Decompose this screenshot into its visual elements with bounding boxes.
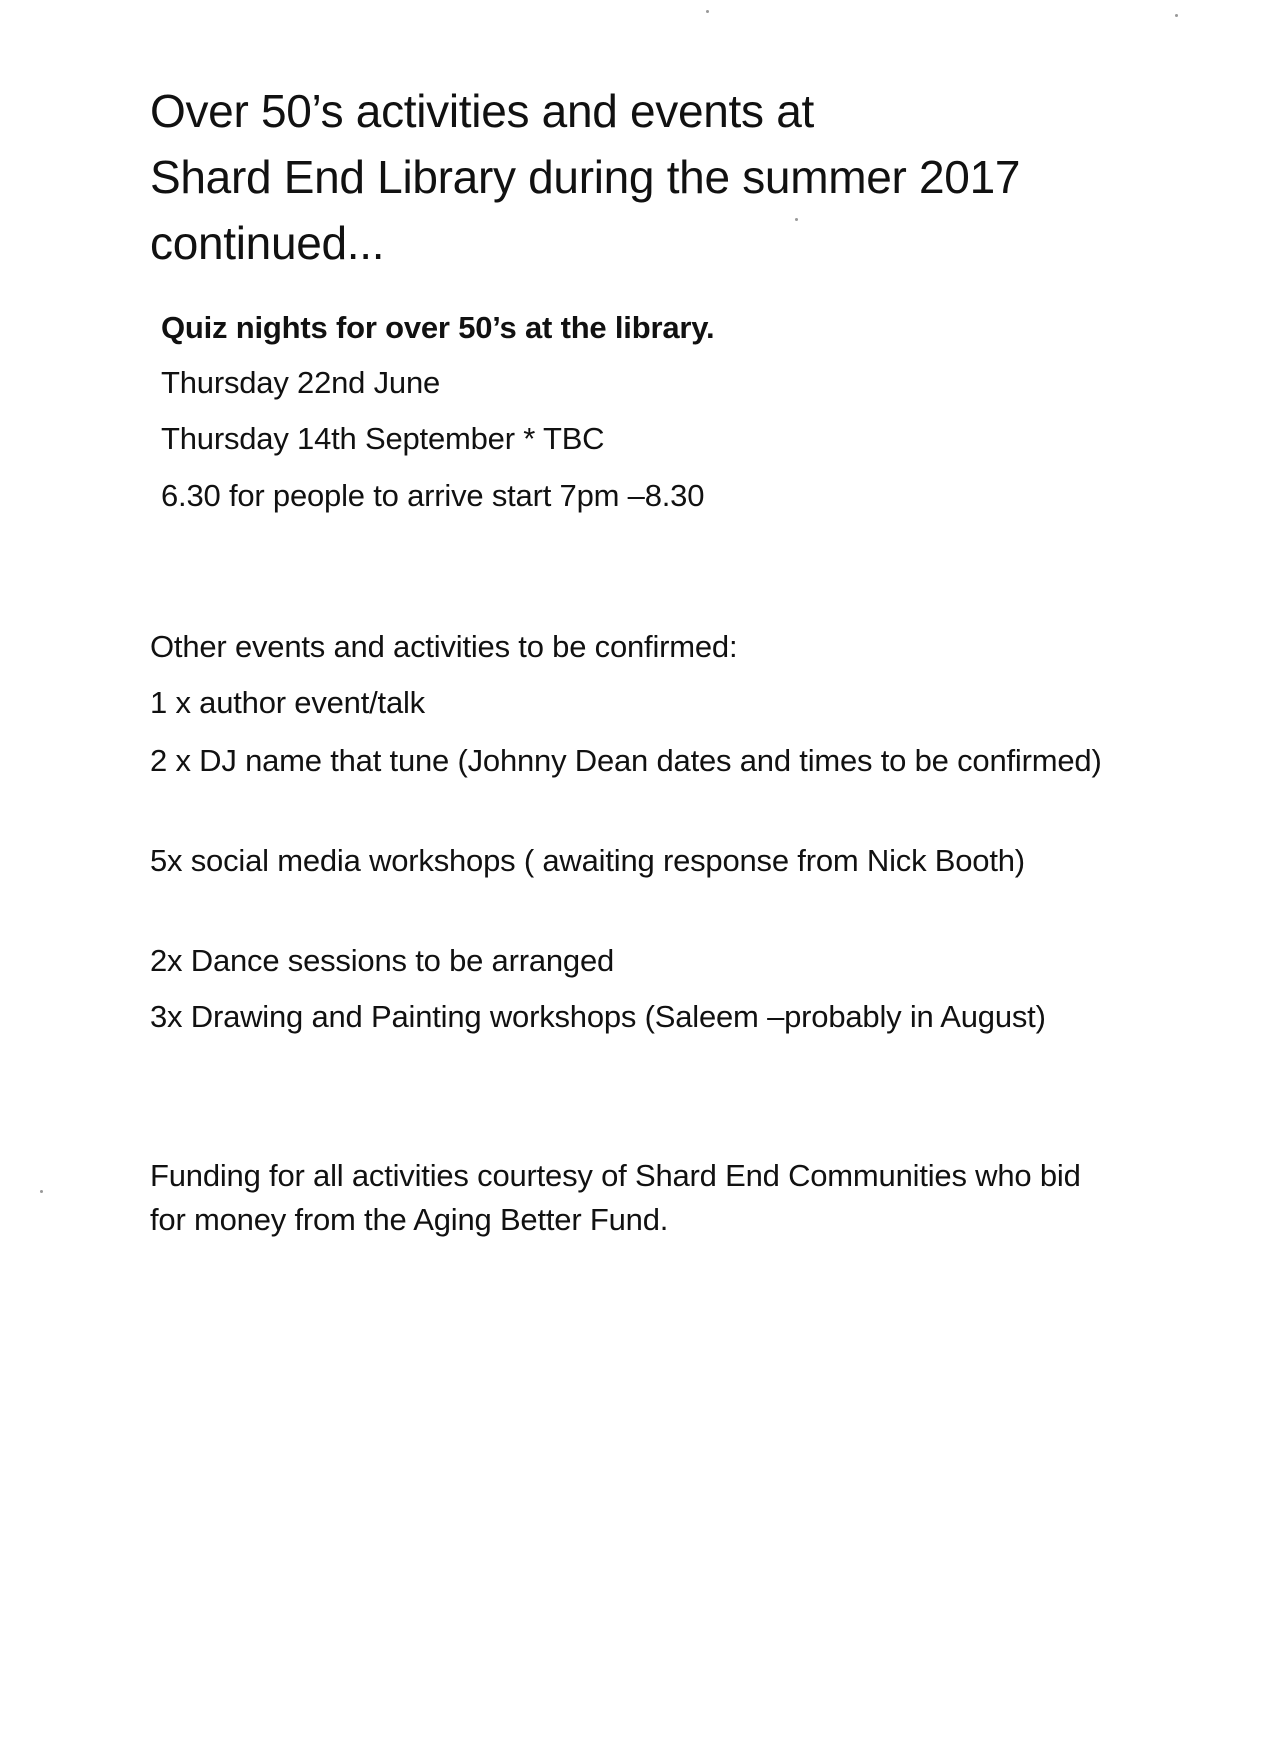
title-line-1: Over 50’s activities and events at <box>150 85 814 137</box>
event-item-social-media: 5x social media workshops ( awaiting response from Nick Booth) <box>150 843 1025 878</box>
title-line-3: continued... <box>150 217 385 269</box>
title-line-2: Shard End Library during the summer 2017 <box>150 151 1021 203</box>
event-item-dance: 2x Dance sessions to be arranged <box>150 943 615 978</box>
other-events-heading: Other events and activities to be confirmed: <box>150 629 738 664</box>
quiz-times: 6.30 for people to arrive start 7pm –8.30 <box>161 478 705 513</box>
event-item-drawing: 3x Drawing and Painting workshops (Saleem –probably in August) <box>150 999 1046 1034</box>
event-item-author: 1 x author event/talk <box>150 685 425 720</box>
scan-speck <box>1175 14 1178 17</box>
event-item-dj: 2 x DJ name that tune (Johnny Dean dates and times to be confirmed) <box>150 743 1102 778</box>
quiz-date-1: Thursday 22nd June <box>161 365 441 400</box>
scan-speck <box>795 218 798 221</box>
funding-note: Funding for all activities courtesy of Shard End Communities who bid for money from the Aging Better Fund. <box>150 1158 1081 1237</box>
scan-speck <box>40 1190 43 1193</box>
scan-speck <box>706 10 709 13</box>
quiz-date-2: Thursday 14th September * TBC <box>161 421 605 456</box>
quiz-heading: Quiz nights for over 50’s at the library. <box>161 310 715 345</box>
document-title <box>150 78 1210 276</box>
